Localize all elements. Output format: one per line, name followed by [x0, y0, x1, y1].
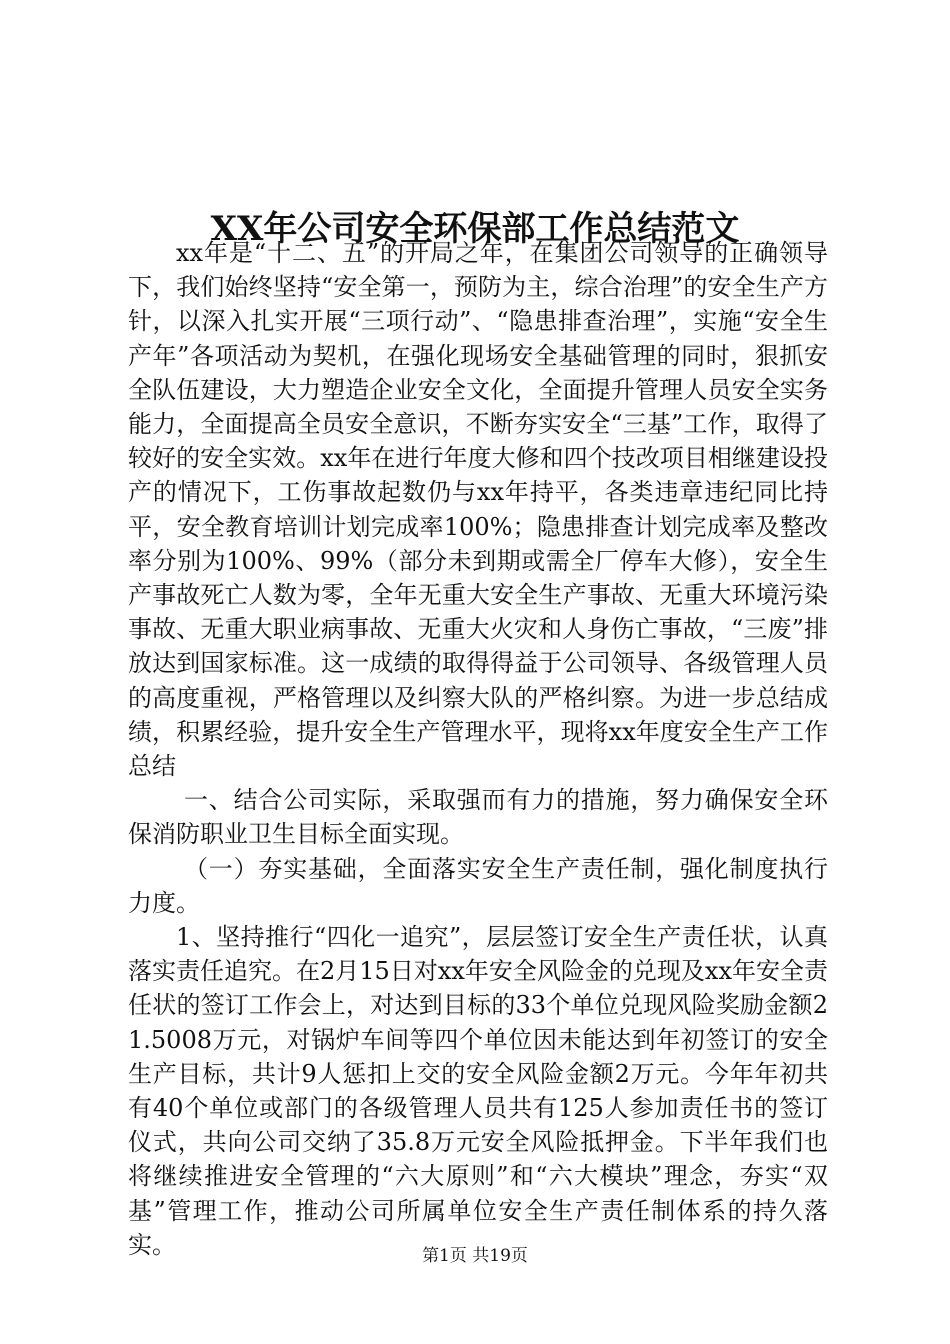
- section-heading: 一、结合公司实际，采取强而有力的措施，努力确保安全环保消防职业卫生目标全面实现。: [128, 786, 828, 849]
- body-paragraph: 1、坚持推行“四化一追究”，层层签订安全生产责任状，认真落实责任追究。在2月15日对xx年安全风险金的兑现及xx年安全责任状的签订工作会上，对达到目标的33个单位兑现风险奖励金额21.5008万元，对锅炉车间等四个单位因未能达到年初签订的安全生产目标，共计9人惩扣上交的安全风险金额2万元。今年年初共有40个单位或部门的各级管理人员共有125人参加责任书的签订仪式，共向公司交纳了35.8万元安全风险抵押金。下半年我们也将继续推进安全管理的“六大原则”和“六大模块”理念，夯实“双基”管理工作，推动公司所属单位安全生产责任制体系的持久落实。: [128, 923, 828, 1259]
- subsection-heading: （一）夯实基础，全面落实安全生产责任制，强化制度执行力度。: [128, 854, 828, 917]
- document-title: XX年公司安全环保部工作总结范文: [210, 208, 740, 249]
- body-paragraph: xx年是“十二、五”的开局之年，在集团公司领导的正确领导下，我们始终坚持“安全第一，预防为主，综合治理”的安全生产方针，以深入扎实开展“三项行动”、“隐患排查治理”，实施“安全生产年”各项活动为契机，在强化现场安全基础管理的同时，狠抓安全队伍建设，大力塑造企业安全文化，全面提升管理人员安全实务能力，全面提高全员安全意识，不断夯实安全“三基”工作，取得了较好的安全实效。xx年在进行年度大修和四个技改项目相继建设投产的情况下，工伤事故起数仍与xx年持平，各类违章违纪同比持平，安全教育培训计划完成率100%；隐患排查计划完成率及整改率分别为100%、99%（部分未到期或需全厂停车大修），安全生产事故死亡人数为零，全年无重大安全生产事故、无重大环境污染事故、无重大职业病事故、无重大火灾和人身伤亡事故，“三废”排放达到国家标准。这一成绩的取得得益于公司领导、各级管理人员的高度重视，严格管理以及纠察大队的严格纠察。为进一步总结成绩，积累经验，提升安全生产管理水平，现将xx年度安全生产工作总结: [128, 239, 828, 781]
- document-body: [128, 236, 828, 1262]
- page-footer: 第1页 共19页: [422, 1246, 528, 1266]
